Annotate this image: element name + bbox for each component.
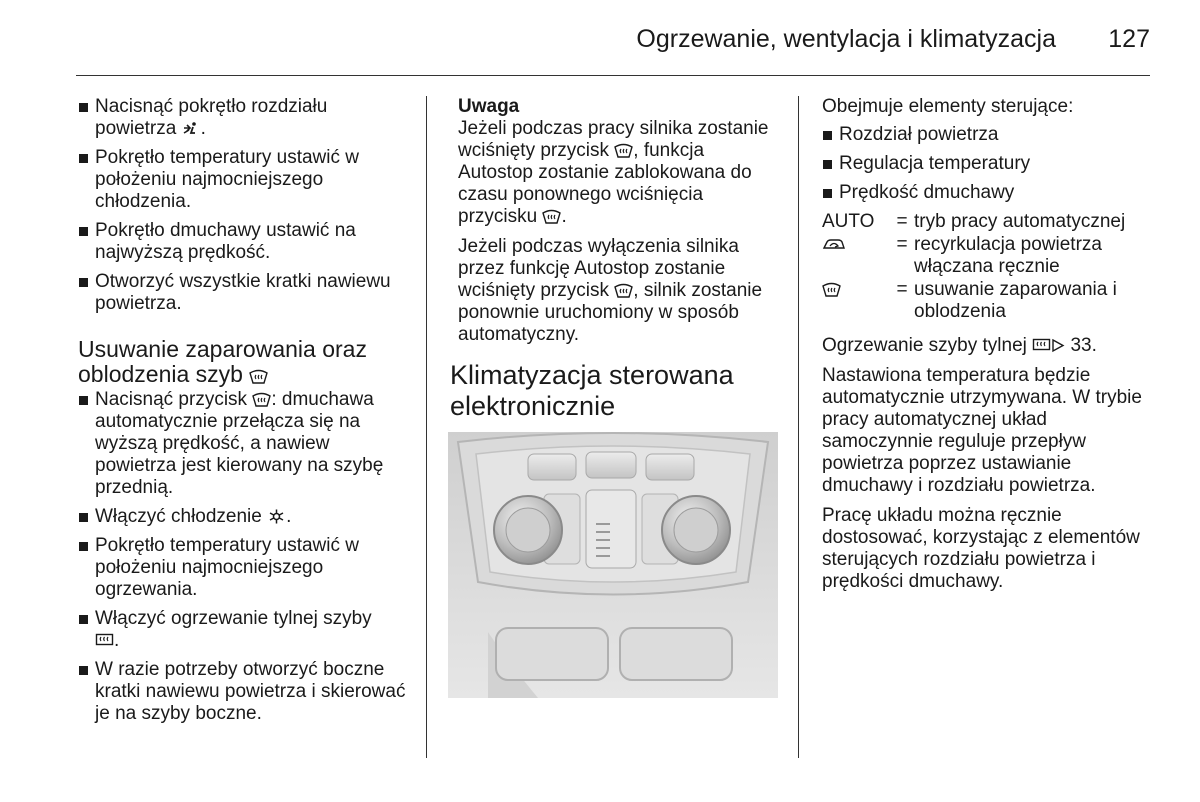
- list-item: Rozdział powietrza: [822, 124, 1152, 146]
- column-3: [822, 96, 1152, 601]
- page-number: 127: [1108, 25, 1150, 53]
- climate-control-panel-illustration: [448, 432, 778, 698]
- list-item: W razie potrzeby otworzyć boczne kratki nawiewu powietrza i skierować je na szyby boczne.: [78, 659, 413, 725]
- symbol-definitions: AUTO = tryb pracy automatycznej = recyrkulacja powietrza włączana ręcznie = usuwanie zaparowania i oblodzenia: [822, 211, 1126, 322]
- list-item: Otworzyć wszystkie kratki nawiewu powietrza.: [78, 271, 413, 315]
- column-divider-2: [798, 96, 799, 758]
- note-paragraph-1: Jeżeli podczas pracy silnika zostanie wciśnięty przycisk , funkcja Autostop zostanie zablokowana do czasu ponownego wciśnięcia przycisku .: [458, 118, 769, 227]
- bullet-list-top: [78, 96, 413, 315]
- note-paragraph-2: Jeżeli podczas wyłączenia silnika przez funkcję Autostop zostanie wciśnięty przycisk , silnik zostanie ponownie uruchomiony w sposób automatyczny.: [458, 236, 763, 345]
- bullet-list-defrost: [78, 389, 413, 725]
- paragraph-manual-adjust: Pracę układu można ręcznie dostosować, korzystając z elementów sterujących rozdziału powietrza i prędkości dmuchawy.: [822, 505, 1140, 592]
- page-reference-arrow-icon: [1051, 338, 1065, 353]
- list-item: Nacisnąć przycisk : dmuchawa automatycznie przełącza się na wyższą prędkość, a nawiew powietrza jest kierowany na szybę przednią.: [78, 389, 413, 499]
- windscreen-defrost-icon: [614, 143, 633, 158]
- auto-label: AUTO: [822, 211, 875, 232]
- list-item: Regulacja temperatury: [822, 153, 1152, 175]
- list-item: Pokrętło dmuchawy ustawić na najwyższą prędkość.: [78, 220, 413, 264]
- list-item: Nacisnąć pokrętło rozdziału powietrza .: [78, 96, 413, 140]
- windscreen-defrost-icon: [542, 209, 561, 224]
- windscreen-defrost-icon: [252, 392, 271, 407]
- controls-list: [822, 124, 1152, 204]
- paragraph-auto-mode: Nastawiona temperatura będzie automatycznie utrzymywana. W trybie pracy automatycznej układ samoczynnie reguluje przepływ powietrza poprzez ustawianie dmuchawy i rozdziału powietrza.: [822, 365, 1142, 496]
- cooling-snowflake-icon: [267, 509, 286, 524]
- section-heading-climate: Klimatyzacja sterowana elektronicznie: [450, 360, 734, 421]
- list-item: Pokrętło temperatury ustawić w położeniu najmocniejszego ogrzewania.: [78, 535, 413, 601]
- list-item: Pokrętło temperatury ustawić w położeniu najmocniejszego chłodzenia.: [78, 147, 413, 213]
- column-divider-1: [426, 96, 427, 758]
- intro-text: Obejmuje elementy sterujące:: [822, 96, 1074, 117]
- column-2: [450, 96, 776, 698]
- rear-heating-reference: Ogrzewanie szyby tylnej 33.: [822, 335, 1097, 356]
- windscreen-defrost-icon: [822, 282, 841, 297]
- list-item: Włączyć ogrzewanie tylnej szyby .: [78, 608, 413, 652]
- rear-window-heating-icon: [95, 633, 114, 648]
- air-recirculation-icon: [822, 237, 846, 252]
- section-heading-defrost: Usuwanie zaparowania oraz oblodzenia szyb: [78, 336, 367, 387]
- list-item: Włączyć chłodzenie .: [78, 506, 413, 528]
- note-title: Uwaga: [458, 96, 520, 117]
- header-divider: [76, 75, 1150, 76]
- column-1: [78, 96, 413, 732]
- air-distribution-icon: [182, 121, 201, 136]
- list-item: Prędkość dmuchawy: [822, 182, 1152, 204]
- windscreen-defrost-icon: [614, 283, 633, 298]
- windscreen-defrost-icon: [249, 369, 268, 384]
- rear-window-heating-icon: [1032, 338, 1051, 353]
- climate-control-panel-photo: [448, 432, 778, 698]
- page-header-title: Ogrzewanie, wentylacja i klimatyzacja: [636, 25, 1056, 53]
